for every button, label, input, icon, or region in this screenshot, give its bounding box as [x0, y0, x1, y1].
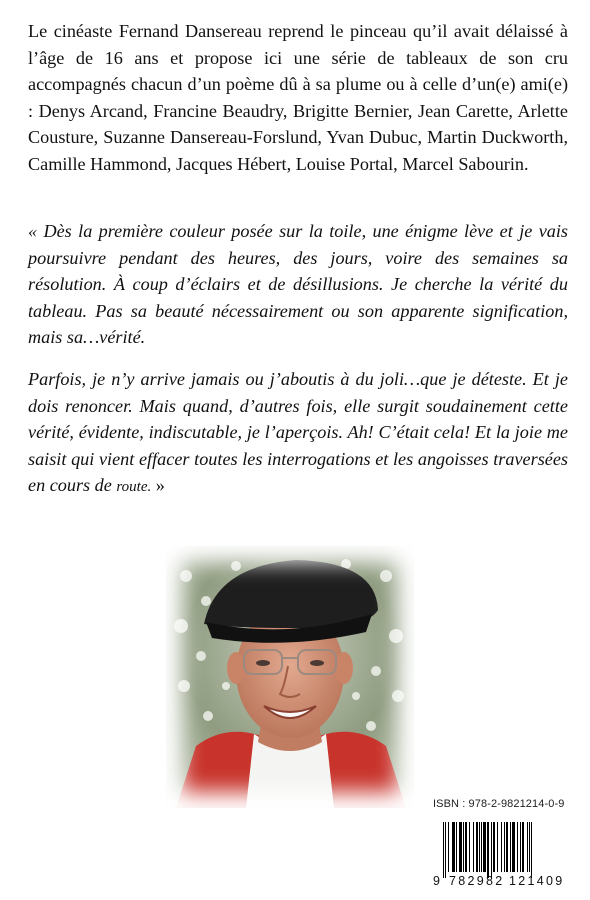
barcode-digit-group-1: 782982 — [449, 874, 505, 888]
barcode-bar — [463, 822, 464, 872]
barcode-bar — [517, 822, 518, 872]
barcode-bar — [531, 822, 532, 878]
barcode-bar — [465, 822, 467, 872]
quote-paragraph-1: « Dès la première couleur posée sur la toile, une énigme lève et je vais poursuivre pendant des heures, des jours, voire des semaines sa résolution. À coup d’éclairs et de désillusions. Je cherche la vérité du tableau. Pas sa beauté nécessairement ou son apparente signification, mais sa…vérité. — [28, 221, 568, 347]
barcode-bar — [487, 822, 489, 878]
barcode-bar — [481, 822, 482, 872]
barcode-bars — [443, 822, 571, 872]
barcode-bar — [497, 822, 498, 872]
barcode-bar — [512, 822, 515, 872]
barcode-bar — [527, 822, 528, 872]
isbn-label: ISBN : 978-2-9821214-0-9 — [433, 798, 565, 810]
cover-blurb: Le cinéaste Fernand Dansereau reprend le pinceau qu’il avait délaissé à l’âge de 16 ans et propose ici une série de tableaux de son cru accompagnés chacun d’un poème dû à sa plume ou à celle d’un(e) ami(e) : Denys Arcand, Francine Beaudry, Brigitte Bernier, Jean Carette, Arlette Cousture, Suzanne Dansereau-Forslund, Yvan Dubuc, Martin Duckworth, Camille Hammond, Jacques Hébert, Louise Portal, Marcel Sabourin. — [28, 21, 568, 174]
barcode-bar — [443, 822, 444, 878]
barcode-bar — [445, 822, 446, 878]
barcode-bar — [456, 822, 457, 872]
barcode-bar — [473, 822, 474, 872]
barcode-bar — [459, 822, 462, 872]
barcode-bar — [448, 822, 449, 872]
quote-paragraph-2-text: Parfois, je n’y arrive jamais ou j’aboutis à du joli…que je déteste. Et je dois renoncer. Mais quand, d’autres fois, elle surgit soudainement cette vérité, évidente, indiscutable, je l’aperçois. Ah! C’était cela! Et la joie me saisit qui vient effacer toutes les interrogations et les angoisses traversées en cours de — [28, 369, 568, 495]
barcode-bar — [504, 822, 505, 872]
barcode-bar — [483, 822, 486, 872]
isbn-barcode — [431, 818, 573, 890]
barcode-bar — [522, 822, 524, 872]
barcode-bar — [493, 822, 495, 872]
closing-quote-mark: » — [151, 475, 165, 495]
barcode-digit-group-2: 121409 — [509, 874, 565, 888]
barcode-bar — [510, 822, 511, 872]
barcode-bar — [479, 822, 480, 872]
barcode-bar — [476, 822, 478, 872]
author-portrait-illustration — [166, 546, 414, 808]
quote-paragraph-2 — [28, 366, 568, 501]
barcode-bar — [520, 822, 521, 872]
barcode-first-digit: 9 — [433, 874, 440, 888]
author-portrait-photo — [166, 546, 414, 808]
barcode-bar — [501, 822, 502, 872]
barcode-bar — [491, 822, 492, 878]
barcode-bar — [469, 822, 470, 872]
barcode-bar — [452, 822, 454, 872]
quote-paragraph-2-tail: route. — [116, 479, 152, 495]
barcode-bar — [506, 822, 508, 872]
barcode-bar — [529, 822, 530, 872]
